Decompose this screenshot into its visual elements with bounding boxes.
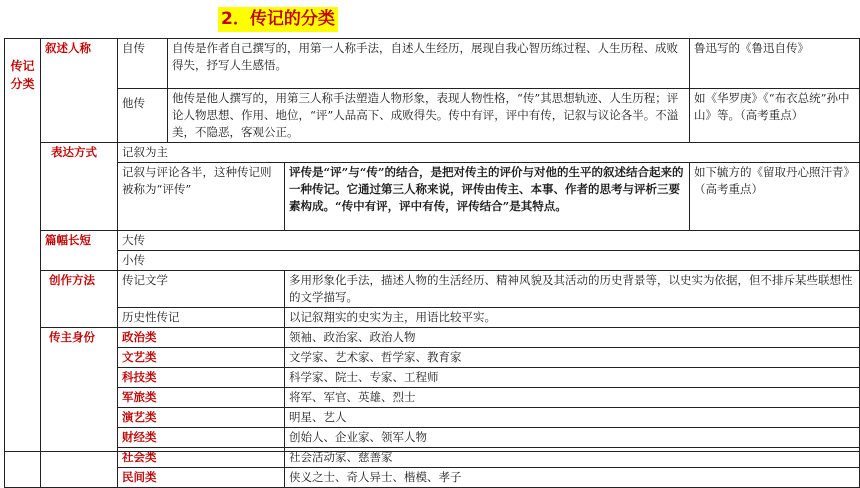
desc-cell: 侠义之士、奇人异士、楷模、孝子	[285, 468, 860, 488]
desc-cell: 创始人、企业家、领军人物	[285, 428, 860, 448]
outer-category-label: 传记分类	[5, 39, 41, 488]
table-row	[5, 348, 860, 368]
desc-cell: 将军、军官、英雄、烈士	[285, 388, 860, 408]
table-row	[5, 328, 860, 348]
category-header-narration: 叙述人称	[41, 39, 118, 143]
desc-cell: 领袖、政治家、政治人物	[285, 328, 860, 348]
category-header-identity: 传主身份	[41, 328, 118, 488]
type-cell: 传记文学	[118, 271, 285, 308]
example-cell: 如《华罗庚》《“布衣总统”孙中山》等。（高考重点）	[690, 89, 860, 143]
table-row	[5, 143, 860, 163]
desc-cell: 以记叙翔实的史实为主，用语比较平实。	[285, 308, 860, 328]
category-header-length: 篇幅长短	[41, 231, 118, 271]
example-cell: 如下毓方的《留取丹心照汗青》（高考重点）	[690, 163, 860, 231]
desc-cell: 多用形象化手法，描述人物的生活经历、精神风貌及其活动的历史背景等，以史实为依据，但不排斥某些联想性的文学描写。	[285, 271, 860, 308]
table-row	[5, 388, 860, 408]
desc-cell: 评传是“评”与“传”的结合，是把对传主的评价与对他的生平的叙述结合起来的一种传记。它通过第三人称来说，评传由传主、本事、作者的思考与评析三要素构成。“传中有评，评中有传，评传结合”是其特点。	[285, 163, 690, 231]
example-cell: 鲁迅写的《鲁迅自传》	[690, 39, 860, 89]
table-row	[5, 251, 860, 271]
type-cell: 财经类	[118, 428, 285, 448]
desc-cell: 他传是他人撰写的，用第三人称手法塑造人物形象，表现人物性格，“传”其思想轨迹、人生历程；评论人物思想、作用、地位，“评”人品高下、成败得失。传中有评，评中有传，记叙与议论各半。不溢美，不隐恶，客观公正。	[168, 89, 690, 143]
table-row	[5, 468, 860, 488]
desc-cell: 科学家、院士、专家、工程师	[285, 368, 860, 388]
type-cell: 社会类	[118, 448, 285, 468]
table-row	[5, 271, 860, 308]
type-cell: 他传	[118, 89, 168, 143]
table-row	[5, 428, 860, 448]
type-cell: 自传	[118, 39, 168, 89]
type-cell: 文艺类	[118, 348, 285, 368]
table-row	[5, 89, 860, 143]
type-cell: 政治类	[118, 328, 285, 348]
table-row	[5, 231, 860, 251]
type-cell: 历史性传记	[118, 308, 285, 328]
type-cell: 演艺类	[118, 408, 285, 428]
biography-classification-table	[4, 38, 860, 488]
page-title: 2．传记的分类	[218, 7, 338, 32]
type-cell: 科技类	[118, 368, 285, 388]
type-cell: 记叙与评论各半，这种传记则被称为“评传”	[118, 163, 285, 231]
table-row	[5, 408, 860, 428]
desc-cell: 小传	[118, 251, 860, 271]
type-cell: 民间类	[118, 468, 285, 488]
type-cell: 军旅类	[118, 388, 285, 408]
desc-cell: 社会活动家、慈善家	[285, 448, 860, 468]
desc-cell: 文学家、艺术家、哲学家、教育家	[285, 348, 860, 368]
category-header-method: 创作方法	[41, 271, 118, 328]
desc-cell: 明星、艺人	[285, 408, 860, 428]
table-row	[5, 39, 860, 89]
desc-cell: 记叙为主	[118, 143, 860, 163]
desc-cell: 大传	[118, 231, 860, 251]
bottom-divider	[4, 451, 859, 452]
table-row	[5, 368, 860, 388]
desc-cell: 自传是作者自己撰写的，用第一人称手法，自述人生经历，展现自我心智历练过程、人生历程、成败得失，抒写人生感悟。	[168, 39, 690, 89]
category-header-expression: 表达方式	[41, 143, 118, 231]
table-row	[5, 163, 860, 231]
table-row	[5, 308, 860, 328]
